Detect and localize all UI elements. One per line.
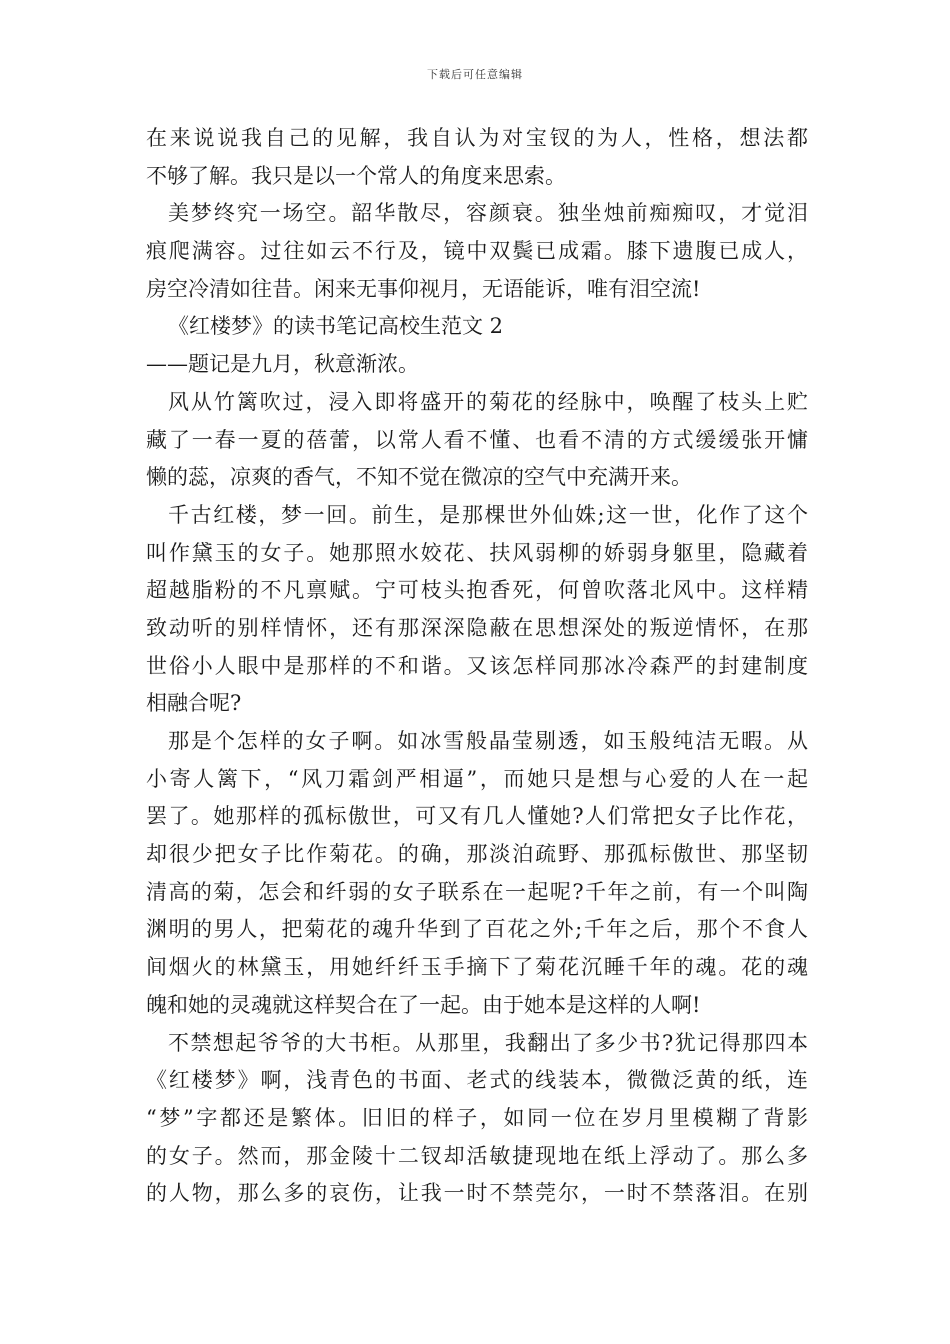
text-line: 千古红楼，梦一回。前生，是那棵世外仙姝;这一世，化作了这个 [168, 502, 808, 527]
text-line: 渊明的男人，把菊花的魂升华到了百花之外;千年之后，那个不食人 [146, 917, 808, 942]
text-line: 清高的菊，怎会和纤弱的女子联系在一起呢?千年之前，有一个叫陶 [146, 879, 808, 904]
text-line: 不够了解。我只是以一个常人的角度来思索。 [146, 163, 566, 188]
text-line: 超越脂粉的不凡禀赋。宁可枝头抱香死，何曾吹落北风中。这样精 [146, 578, 808, 603]
text-line: “梦”字都还是繁体。旧旧的样子，如同一位在岁月里模糊了背影 [146, 1105, 808, 1130]
document-body [146, 120, 808, 1213]
text-line: 叫作黛玉的女子。她那照水姣花、扶风弱柳的娇弱身躯里，隐藏着 [146, 540, 808, 565]
text-line: 不禁想起爷爷的大书柜。从那里，我翻出了多少书?犹记得那四本 [168, 1030, 808, 1055]
text-line: 风从竹篱吹过，浸入即将盛开的菊花的经脉中，唤醒了枝头上贮 [168, 389, 808, 414]
page-header-note: 下载后可任意编辑 [427, 68, 523, 81]
text-line: 藏了一春一夏的蓓蕾，以常人看不懂、也看不清的方式缓缓张开慵 [146, 427, 808, 452]
text-line: 魄和她的灵魂就这样契合在了一起。由于她本是这样的人啊! [146, 992, 701, 1017]
text-line: 在来说说我自己的见解，我自认为对宝钗的为人，性格，想法都 [146, 126, 808, 150]
text-line: 的女子。然而，那金陵十二钗却活敏捷现地在纸上浮动了。那么多 [146, 1143, 808, 1168]
text-line: 致动听的别样情怀，还有那深深隐蔽在思想深处的叛逆情怀，在那 [146, 615, 808, 640]
text-line: 痕爬满容。过往如云不行及，镜中双鬓已成霜。膝下遗腹已成人， [146, 239, 808, 264]
text-line: 却很少把女子比作菊花。的确，那淡泊疏野、那孤标傲世、那坚韧 [146, 842, 808, 867]
text-line: 美梦终究一场空。韶华散尽，容颜衰。独坐烛前痴痴叹，才觉泪 [168, 201, 808, 226]
text-line: 懒的蕊，凉爽的香气，不知不觉在微凉的空气中充满开来。 [146, 465, 692, 490]
text-line: 罢了。她那样的孤标傲世，可又有几人懂她?人们常把女子比作花， [146, 804, 808, 829]
section-heading: 《红楼梦》的读书笔记高校生范文 2 [168, 314, 504, 339]
text-line: 世俗小人眼中是那样的不和谐。又该怎样同那冰冷森严的封建制度 [146, 653, 808, 678]
text-line: 间烟火的林黛玉，用她纤纤玉手摘下了菊花沉睡千年的魂。花的魂 [146, 955, 808, 980]
epigraph-line: ——题记是九月，秋意渐浓。 [146, 352, 419, 377]
text-line: 的人物，那么多的哀伤，让我一时不禁莞尔，一时不禁落泪。在别 [146, 1181, 808, 1206]
text-line: 那是个怎样的女子啊。如冰雪般晶莹剔透，如玉般纯洁无暇。从 [168, 729, 808, 753]
text-line: 房空冷清如往昔。闲来无事仰视月，无语能诉，唯有泪空流! [146, 276, 701, 301]
text-line: 《红楼梦》啊，浅青色的书面、老式的线装本，微微泛黄的纸，连 [146, 1068, 808, 1093]
text-line: 小寄人篱下，“风刀霜剑严相逼”，而她只是想与心爱的人在一起 [146, 766, 808, 791]
text-line: 相融合呢? [146, 691, 242, 716]
